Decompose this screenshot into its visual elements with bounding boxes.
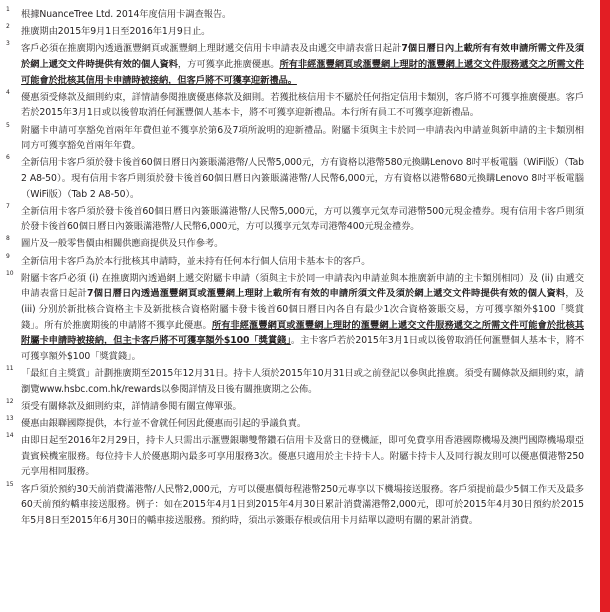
footnote-5 bbox=[6, 123, 584, 154]
footnote-number: 12 bbox=[6, 397, 14, 405]
footnote-number: 13 bbox=[6, 414, 14, 422]
footnote-2 bbox=[6, 24, 584, 40]
footnote-text: 客戶必須在推廣期內透過滙豐網頁或滙豐網上理財遞交信用卡申請表及由遞交申請表當日起計 bbox=[21, 43, 402, 55]
footnote-text: 附屬卡客戶必須 (i) 在推廣期內透過網上遞交附屬卡申請（須與主卡於同一申請表內申請並與本推廣新申請的主卡類別相同）及 (ii) 由遞交申請表當日起計 bbox=[21, 272, 584, 300]
footnote-12 bbox=[6, 399, 584, 415]
footnote-15 bbox=[6, 482, 584, 529]
footnote-number: 10 bbox=[6, 269, 14, 277]
footnote-text: 根據NuanceTree Ltd. 2014年度信用卡調查報告。 bbox=[21, 9, 232, 20]
footnote-number: 3 bbox=[6, 40, 10, 48]
footnote-text: 附屬卡申請可享豁免首兩年年費但並不獲享於第6及7項所說明的迎新禮品。附屬卡須與主卡於同一申請表內申請並與新申請的主卡類別相同方可獲享豁免首兩年年費。 bbox=[21, 124, 584, 152]
footnote-emphasis: 所有非經滙豐網頁或滙豐網上理財的滙豐網上遞交文件服務遞交之所需文件可能會於批核其信用卡申請時被接納，但客戶將不可獲享迎新禮品。 bbox=[21, 58, 584, 86]
footnote-text: 由即日起至2016年2月29日，持卡人只需出示滙豐銀聯雙幣鑽石信用卡及當日的登機証，即可免費享用香港國際機場及澳門國際機場環亞貴賓候機室服務。每位持卡人於優惠期內最多可享用服務3次。優惠只適用於主卡持卡人。附屬卡持卡人及同行親友則可以優惠價港幣250元享用相同服務。 bbox=[21, 435, 584, 478]
footnote-text: 客戶須於預約30天前消費滿港幣/人民幣2,000元，方可以優惠價每程港幣250元專享以下機場接送服務。客戶須提前最少5個工作天及最多60天前預約轎車接送服務。例子：如在2015年4月1日到2015年4月30日累計消費滿港幣2,000元，即可於2015年4月30日預約於2015年5月8日至2015年6月30日的轎車接送服務。預約時，須出示簽賬存根或信用卡月結單以證明有關的累計消費。 bbox=[21, 483, 584, 526]
footnote-8 bbox=[6, 236, 584, 252]
footnote-text: ，及 (iii) 分別於新批核合資格主卡及新批核合資格附屬卡發卡後首60個日曆日內各自有最少1次合資格簽賬交易，方可獲享額外$100「獎賞錢」。所有於推廣期後的申請將不獲享此優惠。 bbox=[21, 288, 584, 331]
footnote-number: 4 bbox=[6, 88, 10, 96]
footnote-1 bbox=[6, 7, 584, 23]
footnote-number: 9 bbox=[6, 252, 10, 260]
footnote-text: 。主卡客戶若於2015年3月1日或以後曾取消任何滙豐個人基本卡，將不可獲享額外$100「獎賞錢」。 bbox=[21, 335, 584, 362]
footnote-number: 11 bbox=[6, 365, 14, 372]
footnotes-list bbox=[6, 7, 584, 528]
footnote-number: 5 bbox=[6, 121, 10, 129]
footnote-text: 推廣期由2015年9月1日至2016年1月9日止。 bbox=[21, 26, 211, 38]
footnote-number: 14 bbox=[6, 432, 14, 440]
footnote-text: 全新信用卡客戶須於發卡後首60個日曆日內簽賬滿港幣/人民幣5,000元，方可以獲享元気寿司港幣500元現金禮券。現有信用卡客戶則須於發卡後首60個日曆日內簽賬滿港幣/人民幣6,000元，方可以獲享元気寿司港幣400元現金禮券。 bbox=[21, 205, 584, 233]
footnote-number: 6 bbox=[6, 154, 10, 162]
footnote-number: 1 bbox=[6, 6, 10, 13]
footnote-7 bbox=[6, 204, 584, 235]
footnote-9 bbox=[6, 254, 584, 270]
footnote-10 bbox=[6, 271, 584, 365]
footnote-text: 全新信用卡客戶須於發卡後首60個日曆日內簽賬滿港幣/人民幣5,000元，方有資格以港幣580元換購Lenovo 8吋平板電腦（WiFi版）（Tab 2 A8-50）。現有信用卡客戶則須於發卡後首60個日曆日內簽賬滿港幣/人民幣6,000元，方有資格以港幣680元換購Lenovo 8吋平板電腦（WiFi版）（Tab 2 A8-50）。 bbox=[21, 157, 584, 200]
footnote-emphasis: 7個日曆日內上載所有有效申請所需文件及須於網上遞交文件時提供有效的個人資料 bbox=[21, 43, 584, 70]
footnote-number: 2 bbox=[6, 23, 10, 31]
footnote-text: ，方可獲享此推廣優惠。 bbox=[177, 58, 280, 70]
footnote-text: 優惠須受條款及細則約束，詳情請參閱推廣優惠條款及細則。若獲批核信用卡不屬於任何指定信用卡類別，客戶將不可獲享推廣優惠。客戶若於2015年3月1日或以後曾取消任何滙豐個人基本卡，將不可獲享迎新禮品。本行所有員工不可獲享迎新禮品。 bbox=[21, 91, 584, 119]
footnote-emphasis: 所有非經滙豐網頁或滙豐網上理財的滙豐網上遞交文件服務遞交之所需文件可能會於批核其附屬卡申請時被接納，但主卡客戶將不可獲享額外$100「獎賞錢」 bbox=[21, 319, 584, 347]
footnote-4 bbox=[6, 90, 584, 121]
footnote-number: 15 bbox=[6, 480, 14, 488]
footnote-11 bbox=[6, 366, 584, 397]
footnote-text: 圖片及一般零售價由相關供應商提供及只作參考。 bbox=[21, 238, 224, 250]
footnote-13 bbox=[6, 416, 584, 432]
accent-bar bbox=[600, 0, 610, 612]
footnote-number: 7 bbox=[6, 202, 10, 210]
footnote-6 bbox=[6, 155, 584, 202]
footnote-emphasis: 7個日曆日內透過滙豐網頁或滙豐網上理財上載所有有效的申請所須文件及須於網上遞交文件時提供有效的個人資料 bbox=[87, 288, 566, 300]
footnote-text: 須受有關條款及細則約束，詳情請參閱有關宣傳單張。 bbox=[21, 400, 242, 412]
footnote-text: 全新信用卡客戶為於本行批核其申請時，並未持有任何本行個人信用卡基本卡的客戶。 bbox=[21, 255, 371, 267]
footnote-14 bbox=[6, 433, 584, 480]
footnote-number: 8 bbox=[6, 235, 10, 243]
footnote-text: 「最紅自主獎賞」計劃推廣期至2015年12月31日。持卡人須於2015年10月31日或之前登記以參與此推廣。須受有關條款及細則約束，請瀏覽www.hsbc.com.hk/rewards以參閱詳情及日後有關推廣期之公佈。 bbox=[21, 368, 584, 395]
footnote-3 bbox=[6, 41, 584, 88]
footnote-text: 優惠由銀聯國際提供，本行並不會就任何因此優惠而引起的爭議負責。 bbox=[21, 417, 307, 429]
